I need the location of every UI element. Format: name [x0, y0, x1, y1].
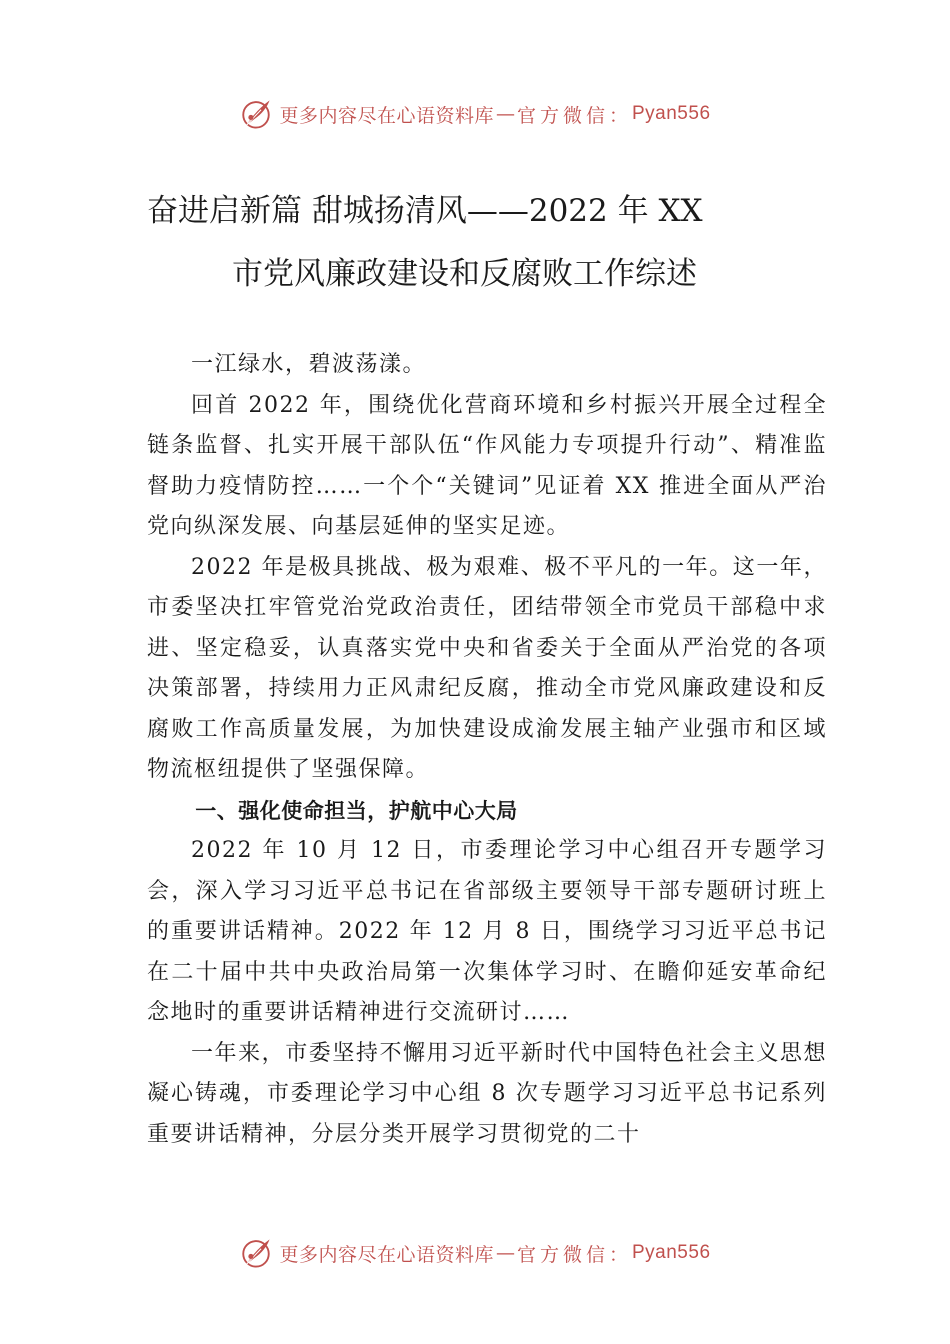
document-title-line-2: 市党风廉政建设和反腐败工作综述 — [232, 256, 697, 292]
section-heading: 一、强化使命担当，护航中心大局 — [195, 798, 518, 823]
body-paragraph: 一年来，市委坚持不懈用习近平新时代中国特色社会主义思想凝心铸魂，市委理论学习中心组 8 次专题学习习近平总书记系列重要讲话精神，分层分类开展学习贯彻党的二十 — [147, 1040, 827, 1147]
watermark-wechat-id: Pyan556 — [632, 1242, 711, 1263]
watermark-wechat-id: Pyan556 — [632, 103, 711, 124]
feather-quill-logo-icon — [239, 1236, 273, 1270]
watermark-official-label: 官方微信： — [516, 104, 632, 127]
watermark-brand: 更多内容尽在心语资料库 — [279, 104, 494, 127]
feather-quill-logo-icon — [239, 97, 273, 131]
watermark-brand: 更多内容尽在心语资料库 — [279, 1243, 494, 1266]
body-paragraph: 一江绿水，碧波荡漾。 — [191, 352, 427, 377]
document-title-line-1: 奋进启新篇 甜城扬清风——2022 年 XX — [147, 193, 703, 229]
body-paragraph: 回首 2022 年，围绕优化营商环境和乡村振兴开展全过程全链条监督、扎实开展干部队伍“作风能力专项提升行动”、精准监督助力疫情防控……一个个“关键词”见证着 XX 推进全面从严治党向纵深发展、向基层延伸的坚实足迹。 — [147, 392, 827, 539]
watermark-dash: — — [495, 1242, 515, 1264]
watermark-dash: — — [495, 103, 515, 125]
body-paragraph: 2022 年是极具挑战、极为艰难、极不平凡的一年。这一年，市委坚决扛牢管党治党政治责任，团结带领全市党员干部稳中求进、坚定稳妥，认真落实党中央和省委关于全面从严治党的各项决策部署，持续用力正风肃纪反腐，推动全市党风廉政建设和反腐败工作高质量发展，为加快建设成渝发展主轴产业强市和区域物流枢纽提供了坚强保障。 — [147, 554, 827, 782]
footer-watermark — [0, 1233, 950, 1273]
watermark-official-label: 官方微信： — [516, 1243, 632, 1266]
document-body — [147, 345, 827, 1155]
body-paragraph: 2022 年 10 月 12 日，市委理论学习中心组召开专题学习会，深入学习习近平总书记在省部级主要领导干部专题研讨班上的重要讲话精神。2022 年 12 月 8 日，围绕学习习近平总书记在二十届中共中央政治局第一次集体学习时、在瞻仰延安革命纪念地时的重要讲话精神进行交流研讨…… — [147, 838, 827, 1025]
header-watermark — [0, 94, 950, 134]
